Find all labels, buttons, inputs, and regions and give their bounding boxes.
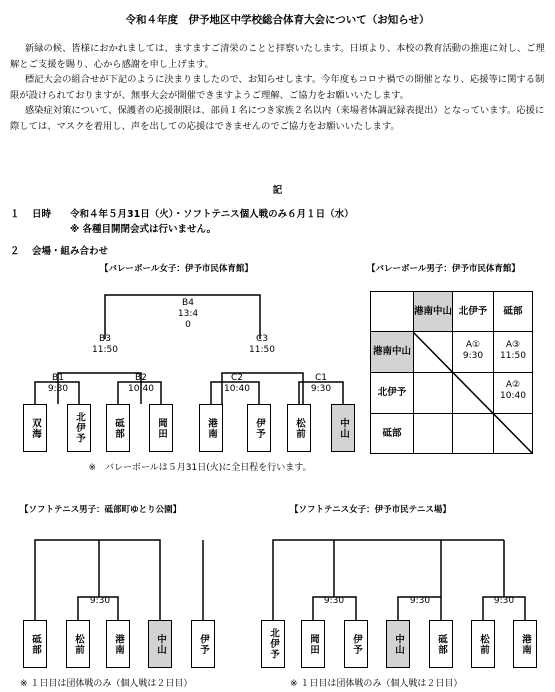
tennis-boys-time: 9:30 <box>89 596 111 606</box>
team-box-nakayama: 中山 <box>331 404 355 452</box>
tennis-girls-heading: 【ソフトテニス女子：伊予市民テニス場】 <box>290 505 451 515</box>
tennis-girls-team-nakayama: 中山 <box>386 620 410 668</box>
quarter-b1-label: B1 9:30 <box>47 373 69 394</box>
row-header-kitaiyo: 北伊予 <box>377 387 407 398</box>
quarter-c1-label: C1 9:30 <box>310 373 332 394</box>
tennis-girls-team-tobe: 砥部 <box>429 620 453 668</box>
tennis-boys-team-tobe: 砥部 <box>23 620 47 668</box>
volley-girls-note: ※ バレーボールは５月31日(火)に全日程を行います。 <box>88 463 312 473</box>
match-a3: A③ 11:50 <box>500 340 526 361</box>
tennis-boys-team-nakayama: 中山 <box>148 620 172 668</box>
row-header-konan-nakayama: 港南中山 <box>371 332 413 372</box>
tennis-boys-team-konan: 港南 <box>106 620 130 668</box>
quarter-b2-label: B2 10:40 <box>128 373 154 394</box>
tennis-girls-time-2: 9:30 <box>409 596 431 606</box>
paragraph-greeting: 新緑の候、皆様におかれましては、ますますご清栄のことと拝察いたします。日頃より、本校の教育活動の推進に対し、ご理解とご支援を賜り、心から感謝を申し上げます。 <box>10 43 545 70</box>
semi-b3-label: B3 11:50 <box>92 334 118 355</box>
tennis-girls-note: ※ １日目は団体戦のみ（個人戦は２日目） <box>290 679 463 689</box>
paragraph-infection-control: 感染症対策について、保護者の応援制限は、部員１名につき家族２名以内（来場者体調記録表提出）となっています。応援に際しては、マスクを着用し、声を出しての応援はできませんのでご協力をお願いいたします。 <box>10 105 545 132</box>
tennis-boys-team-iyo: 伊予 <box>191 620 215 668</box>
team-box-kitaiyo: 北伊予 <box>67 404 91 452</box>
row-header-tobe: 砥部 <box>382 427 402 439</box>
volley-boys-heading: 【バレーボール男子：伊予市民体育館】 <box>367 264 520 274</box>
col-header-kitaiyo: 北伊予 <box>458 305 488 317</box>
item1-datetime: 日時 令和４年５月31日（火）・ソフトテニス個人戦のみ６月１日（水） <box>32 209 354 220</box>
team-box-konan: 港南 <box>199 404 223 452</box>
document-title: 令和４年度 伊予地区中学校総合体育大会について（お知らせ） <box>125 14 430 26</box>
tennis-girls-time-1: 9:30 <box>323 596 345 606</box>
item2-venue-heading: 会場・組み合わせ <box>32 246 109 257</box>
team-box-iyo: 伊予 <box>247 404 271 452</box>
team-box-masaki: 松前 <box>287 404 311 452</box>
tennis-girls-team-okada: 岡田 <box>301 620 325 668</box>
team-box-futami: 双海 <box>23 404 47 452</box>
item1-number: １ <box>10 209 20 220</box>
semi-c3-label: C3 11:50 <box>249 334 275 355</box>
match-a2: A② 10:40 <box>500 380 526 401</box>
quarter-c2-label: C2 10:40 <box>224 373 250 394</box>
tennis-boys-heading: 【ソフトテニス男子：砥部町ゆとり公園】 <box>20 505 182 515</box>
item1-note: ※ 各種目開閉会式は行いません。 <box>70 224 217 235</box>
tennis-girls-team-konan: 港南 <box>513 620 537 668</box>
final-score-2: 0 <box>185 320 191 330</box>
volley-girls-heading: 【バレーボール女子：伊予市民体育館】 <box>100 264 253 274</box>
item2-number: ２ <box>10 246 20 257</box>
final-score: 13:4 <box>177 309 199 319</box>
tennis-boys-team-masaki: 松前 <box>66 620 90 668</box>
tennis-girls-team-masaki: 松前 <box>471 620 495 668</box>
tennis-girls-time-3: 9:30 <box>493 596 515 606</box>
ki-heading: 記 <box>272 185 283 196</box>
final-match-label <box>163 298 213 331</box>
tennis-girls-team-kitaiyo: 北伊予 <box>261 620 285 668</box>
match-a1: A① 9:30 <box>462 340 484 361</box>
team-box-okada: 岡田 <box>149 404 173 452</box>
col-header-tobe: 砥部 <box>503 305 523 317</box>
tennis-girls-team-iyo: 伊予 <box>344 620 368 668</box>
tennis-boys-note: ※ １日目は団体戦のみ（個人戦は２日目） <box>20 679 193 689</box>
team-box-tobe: 砥部 <box>106 404 130 452</box>
paragraph-announcement: 標記大会の組合せが下記のように決まりましたので、お知らせします。今年度もコロナ禍での開催となり、応援等に関する制限が設けられておりますが、無事大会が開催できますようご理解、ご協力をお願いいたします。 <box>10 74 545 101</box>
col-header-konan-nakayama: 港南中山 <box>414 292 452 331</box>
final-code: B4 <box>182 298 194 308</box>
